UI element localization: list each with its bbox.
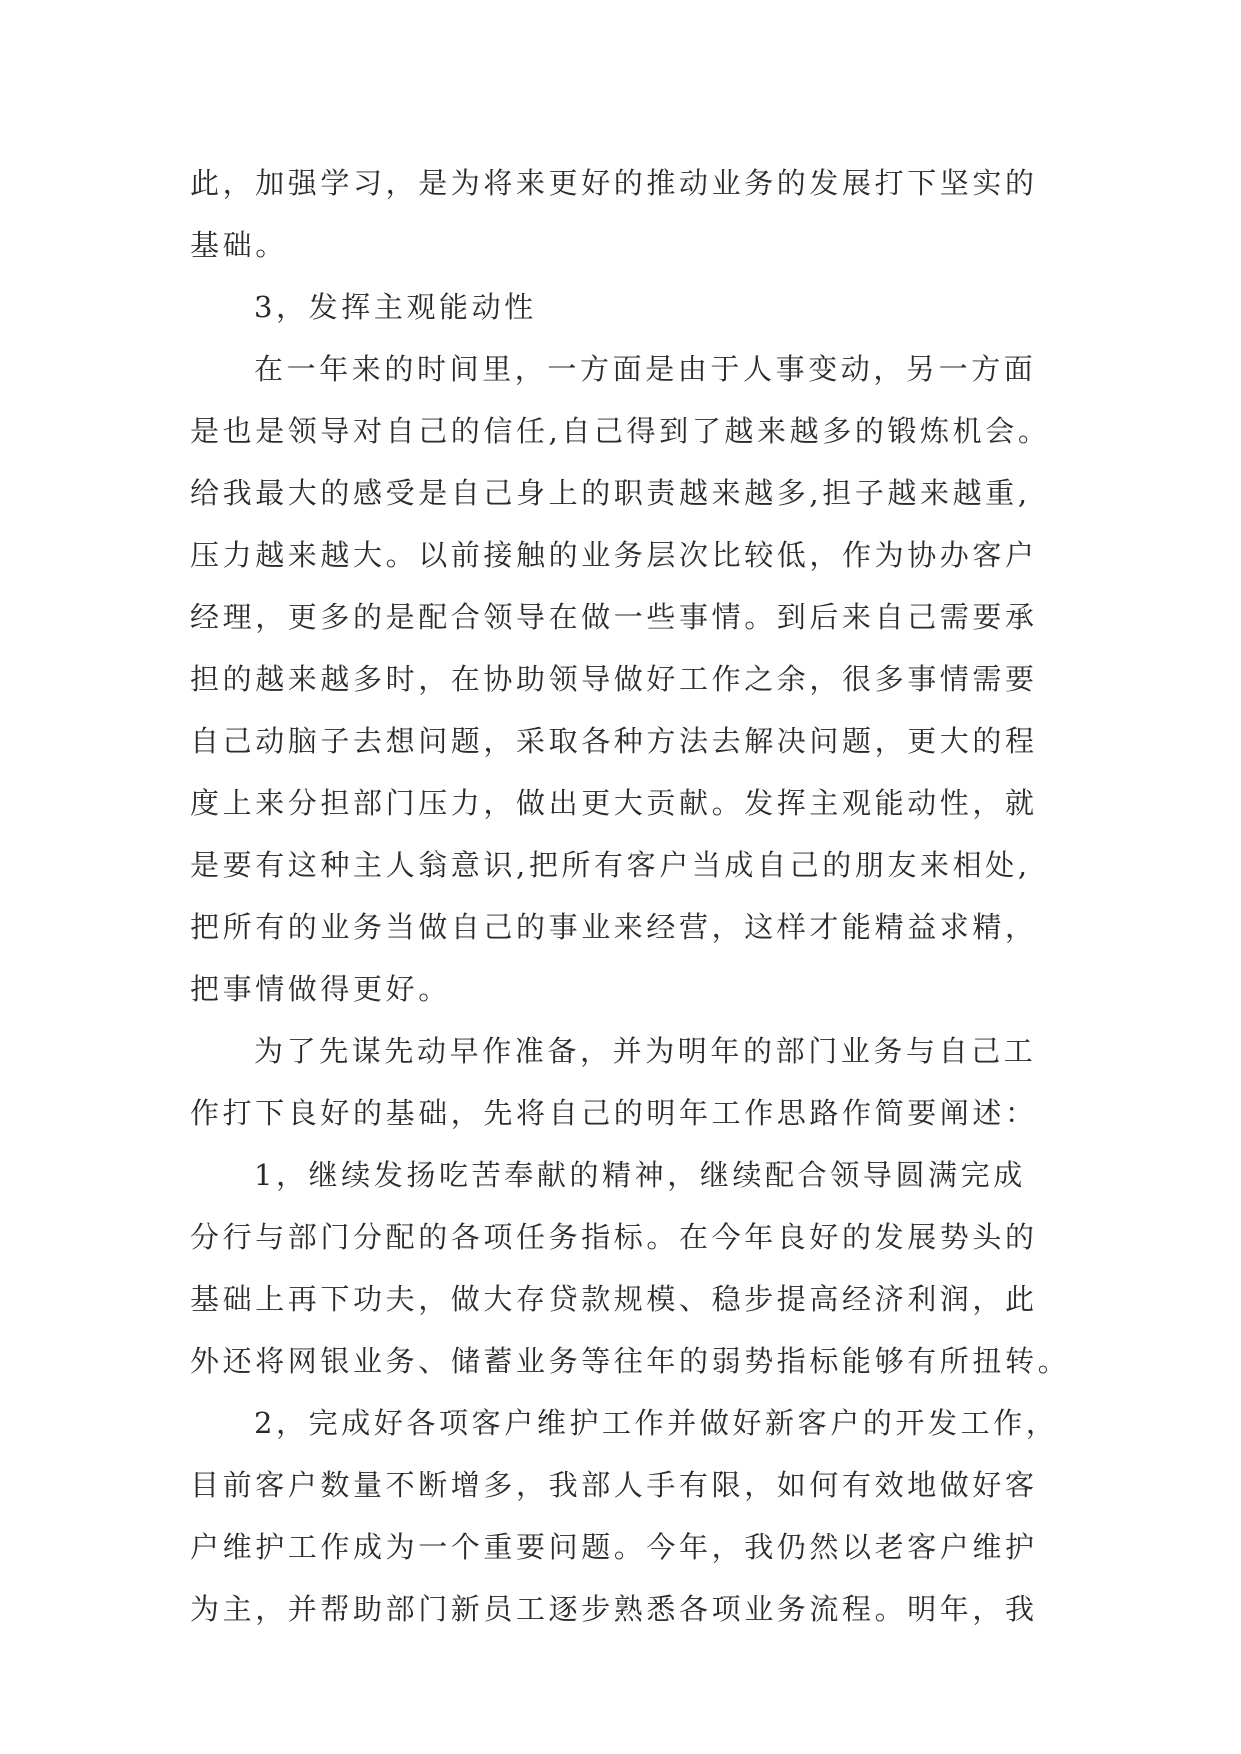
- list-item-2: 2，完成好各项客户维护工作并做好新客户的开发工作，: [254, 1406, 1059, 1440]
- text-line: 为主，并帮助部门新员工逐步熟悉各项业务流程。明年，我: [190, 1592, 1038, 1626]
- text-line: 分行与部门分配的各项任务指标。在今年良好的发展势头的: [190, 1220, 1038, 1254]
- paragraph-first-line: 在一年来的时间里，一方面是由于人事变动，另一方面: [254, 352, 1037, 386]
- text-line: 度上来分担部门压力，做出更大贡献。发挥主观能动性，就: [190, 786, 1038, 820]
- text-line: 经理，更多的是配合领导在做一些事情。到后来自己需要承: [190, 600, 1038, 634]
- text-line: 把事情做得更好。: [190, 972, 451, 1006]
- document-body: [190, 152, 1071, 1640]
- text-line: 基础上再下功夫，做大存贷款规模、稳步提高经济利润，此: [190, 1282, 1038, 1316]
- text-line: 担的越来越多时，在协助领导做好工作之余，很多事情需要: [190, 662, 1038, 696]
- text-line: 把所有的业务当做自己的事业来经营，这样才能精益求精，: [190, 910, 1038, 944]
- text-line: 基础。: [190, 228, 288, 262]
- text-line: 是要有这种主人翁意识,把所有客户当成自己的朋友来相处,: [190, 848, 1031, 882]
- text-line: 此，加强学习，是为将来更好的推动业务的发展打下坚实的: [190, 166, 1038, 200]
- text-line: 给我最大的感受是自己身上的职责越来越多,担子越来越重,: [190, 476, 1031, 510]
- text-line: 外还将网银业务、储蓄业务等往年的弱势指标能够有所扭转。: [190, 1344, 1071, 1378]
- paragraph-first-line: 为了先谋先动早作准备，并为明年的部门业务与自己工: [254, 1034, 1037, 1068]
- list-item-1: 1，继续发扬吃苦奉献的精神，继续配合领导圆满完成: [254, 1158, 1026, 1192]
- text-line: 作打下良好的基础，先将自己的明年工作思路作简要阐述：: [190, 1096, 1038, 1130]
- text-line: 是也是领导对自己的信任,自己得到了越来越多的锻炼机会。: [190, 414, 1051, 448]
- section-heading: 3，发挥主观能动性: [254, 290, 537, 324]
- text-line: 户维护工作成为一个重要问题。今年，我仍然以老客户维护: [190, 1530, 1038, 1564]
- text-line: 压力越来越大。以前接触的业务层次比较低，作为协办客户: [190, 538, 1038, 572]
- text-line: 目前客户数量不断增多，我部人手有限，如何有效地做好客: [190, 1468, 1038, 1502]
- text-line: 自己动脑子去想问题，采取各种方法去解决问题，更大的程: [190, 724, 1038, 758]
